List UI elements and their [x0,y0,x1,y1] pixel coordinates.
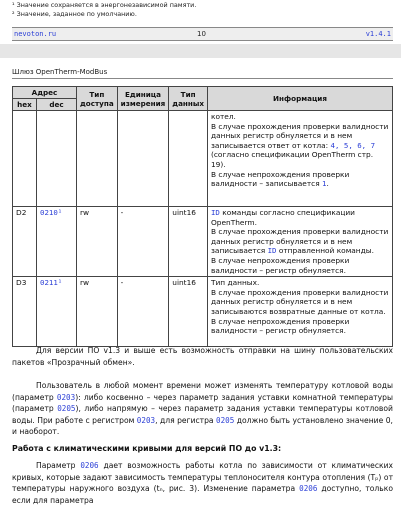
header-access: Тип доступа [77,87,118,111]
header-type: Тип данных [169,87,208,111]
cell-type: uint16 [169,277,208,347]
header-info: Информация [207,87,392,111]
cell-dec: 0211¹ [37,277,77,347]
table-row [13,277,393,347]
footnotes [12,1,392,18]
info-text: В случае непрохождения проверки валидности – регистр обнуляется. [210,255,350,275]
info-cell [207,277,392,347]
paragraph: Параметр 0206 дает возможность работы котла по зависимости от климатических кривых, которые задают зависимость температуры теплоносителя контура отопления (Tₚ) от температуры наружного воздуха (tₙ, рис. 3). Изменение параметра 0206 доступно, только если для параметра [12,461,394,505]
footnote-2: ² Значение, заданное по умолчанию. [12,9,137,18]
cell-access: rw [77,207,118,277]
info-text: В случае прохождения проверки валидности данных регистр обнуляется и в нем записывается ID отправленной команды. [210,227,389,256]
info-text: В случае прохождения проверки валидности данных регистр обнуляется и в нем записываются возвратные данные от котла. [210,287,389,316]
param-link[interactable]: 0203 [136,415,156,425]
table-row [13,111,393,207]
param-link[interactable]: 0205 [216,415,235,425]
table-header-row [13,87,393,99]
code-values: 4, 5, 6, 7 [330,140,376,150]
footnote-1: ¹ Значение сохраняется в энергонезависимой памяти. [12,1,197,9]
page-header: Шлюз OpenTherm-ModBus [12,66,393,79]
info-text: ID команды согласно спецификации OpenTherm. [210,208,355,227]
param-link[interactable]: 0206 [299,484,318,494]
info-text: В случае прохождения проверки валидности данных регистр обнуляется и в нем записывается ответ от котла: 4, 5, 6, 7 (согласно спецификации OpenTherm стр. 19). [210,121,389,169]
info-text: В случае непрохождения проверки валидности – регистр обнуляется. [210,316,350,336]
footer-page-number: 10 [197,30,206,38]
code-value: 1 [322,179,327,189]
info-cell [207,207,392,277]
header-unit: Единица измерения [117,87,169,111]
table-row [13,207,393,277]
param-link[interactable]: 0205 [57,404,76,414]
paragraph: Пользователь в любой момент времени может изменять температуру котловой воды (параметр 0203): либо косвенно – через параметр задания уставки комнатной температуры (параметр 0205), либо напрямую – через параметр задания уставки температуры котловой воды. При работе с регистром 0203, для регистра 0205 должно быть установлено значение 0, и наоборот. [12,381,393,437]
header-hex: hex [13,99,37,111]
cell-access: rw [77,277,118,347]
info-text: В случае непрохождения проверки валидности – записывается 1. [210,169,350,189]
info-text: котел. [210,112,236,121]
footer-site-link[interactable]: nevoton.ru [14,30,57,38]
header-address: Адрес [13,87,77,99]
param-link[interactable]: 0203 [56,392,76,402]
info-text: Тип данных. [210,278,260,288]
register-table [12,86,393,347]
section-heading: Работа с климатическими кривыми для версий ПО до v1.3: [12,444,282,453]
cell-type: uint16 [169,207,208,277]
page-separator [0,44,401,58]
cell-unit: - [117,207,169,277]
info-cell [207,111,392,207]
cell-hex: D2 [13,207,37,277]
cell-dec: 0210¹ [37,207,77,277]
paragraph: Для версии ПО v1.3 и выше есть возможность отправки на шину пользовательских пакетов «Прозрачный обмен». [12,346,393,367]
cell-hex: D3 [13,277,37,347]
page-footer [12,27,393,41]
param-link[interactable]: 0206 [80,461,99,470]
cell-unit: - [117,277,169,347]
header-dec: dec [37,99,77,111]
footer-version: v1.4.1 [365,30,391,38]
